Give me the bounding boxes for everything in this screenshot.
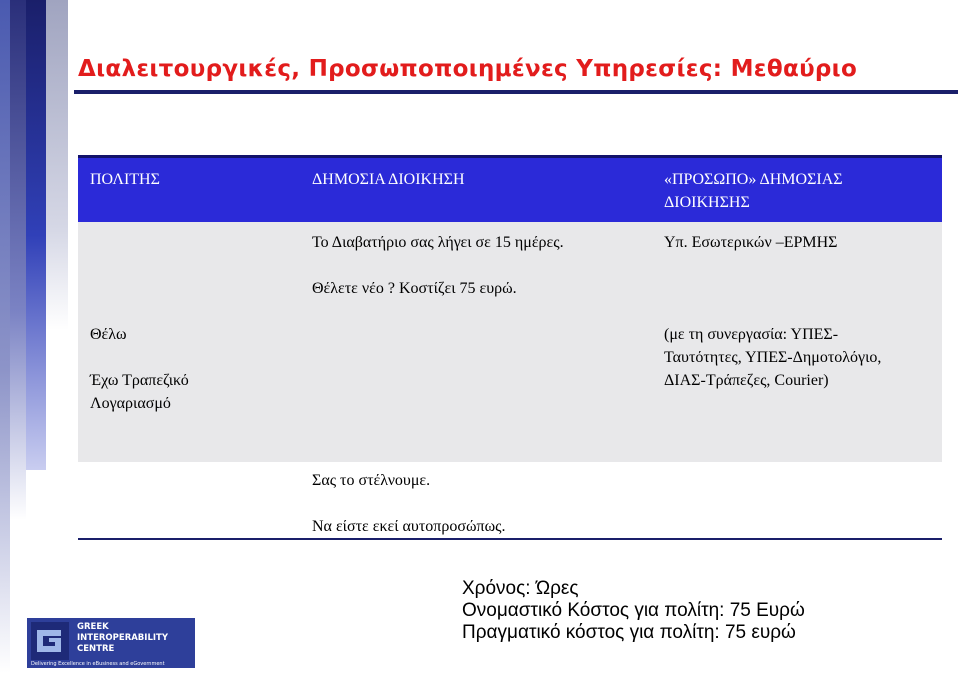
header-citizen: ΠΟΛΙΤΗΣ bbox=[90, 171, 160, 188]
slide-title: Διαλειτουργικές, Προσωποποιημένες Υπηρεσίες: Μεθαύριο bbox=[78, 56, 858, 82]
table-bottom-line bbox=[78, 538, 942, 540]
gic-logo-name bbox=[77, 622, 168, 655]
admin-bottom-line-1: Σας το στέλνουμε. bbox=[312, 472, 431, 489]
header-face-line2: ΔΙΟΙΚΗΣΗΣ bbox=[664, 194, 750, 211]
decor-stripe-2 bbox=[10, 0, 26, 520]
citizen-line-1: Θέλω bbox=[90, 326, 127, 343]
admin-line-1: Το Διαβατήριο σας λήγει σε 15 ημέρες. bbox=[312, 234, 564, 251]
gic-logo-tagline: Delivering Excellence in eBusiness and eGovernment bbox=[31, 661, 165, 667]
citizen-line-3: Λογαριασμό bbox=[90, 395, 171, 412]
logo-line-3: CENTRE bbox=[77, 644, 115, 654]
face-line-2: (με τη συνεργασία: ΥΠΕΣ- bbox=[664, 326, 839, 343]
summary-nominal-cost: Ονομαστικό Κόστος για πολίτη: 75 Ευρώ bbox=[462, 600, 805, 621]
logo-line-1: GREEK bbox=[77, 622, 109, 632]
face-line-3: Ταυτότητες, ΥΠΕΣ-Δημοτολόγιο, bbox=[664, 349, 882, 366]
decor-stripe-1 bbox=[0, 0, 10, 673]
header-administration: ΔΗΜΟΣΙΑ ΔΙΟΙΚΗΣΗ bbox=[312, 171, 465, 188]
summary-time: Χρόνος: Ώρες bbox=[462, 578, 579, 599]
cost-summary bbox=[462, 578, 805, 644]
face-line-4: ΔΙΑΣ-Τράπεζες, Courier) bbox=[664, 372, 829, 389]
header-face-line1: «ΠΡΟΣΩΠΟ» ΔΗΜΟΣΙΑΣ bbox=[664, 171, 843, 188]
table-header-row bbox=[78, 155, 942, 222]
summary-real-cost: Πραγματικό κόστος για πολίτη: 75 ευρώ bbox=[462, 622, 796, 643]
decor-stripe-3 bbox=[26, 0, 46, 470]
gic-logo bbox=[27, 618, 195, 668]
title-underline bbox=[74, 90, 958, 94]
logo-line-2: INTEROPERABILITY bbox=[77, 633, 168, 643]
admin-line-2: Θέλετε νέο ? Κοστίζει 75 ευρώ. bbox=[312, 280, 517, 297]
gic-logo-icon bbox=[31, 622, 69, 660]
admin-bottom-line-2: Να είστε εκεί αυτοπροσώπως. bbox=[312, 518, 506, 535]
citizen-line-2: Έχω Τραπεζικό bbox=[90, 372, 189, 389]
face-line-1: Υπ. Εσωτερικών –ΕΡΜΗΣ bbox=[664, 234, 838, 251]
decor-stripe-4 bbox=[46, 0, 68, 330]
